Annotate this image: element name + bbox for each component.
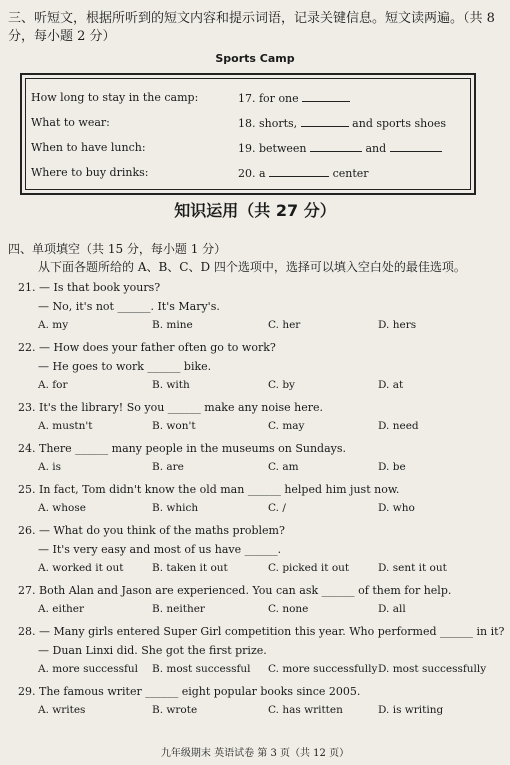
- answer-blank: [269, 166, 329, 177]
- question-22-option-A: A. for: [38, 379, 68, 391]
- answer-blank: [390, 141, 442, 152]
- question-25-option-A: A. whose: [38, 502, 86, 514]
- camp-answer: [238, 141, 442, 155]
- question-21-option-C: C. her: [268, 319, 301, 331]
- question-21-option-B: B. mine: [152, 319, 193, 331]
- question-25-option-C: C. /: [268, 502, 286, 514]
- camp-question: How long to stay in the camp:: [31, 91, 199, 104]
- question-23-line: 23. It's the library! So you ______ make any noise here.: [18, 401, 324, 414]
- question-24-option-D: D. be: [378, 461, 406, 473]
- question-22-line: 22. — How does your father often go to work?: [18, 341, 276, 354]
- question-28-line: — Duan Linxi did. She got the first prize.: [38, 644, 267, 657]
- question-29-option-A: A. writes: [38, 704, 86, 716]
- question-29-option-B: B. wrote: [152, 704, 198, 716]
- question-25-line: 25. In fact, Tom didn't know the old man ______ helped him just now.: [18, 483, 400, 496]
- question-27-line: 27. Both Alan and Jason are experienced. You can ask ______ of them for help.: [18, 584, 452, 597]
- camp-answer: [238, 166, 369, 180]
- answer-suffix: center: [332, 167, 369, 180]
- section-3-heading: 三、听短文，根据所听到的短文内容和提示词语，记录关键信息。短文读两遍。（共 8 分，每小题 2 分）: [8, 11, 495, 44]
- sports-camp-title: Sports Camp: [215, 52, 295, 65]
- question-25-option-B: B. which: [152, 502, 199, 514]
- answer-blank: [310, 141, 362, 152]
- camp-answer: [238, 116, 446, 130]
- question-23-option-B: B. won't: [152, 420, 196, 432]
- question-24-option-C: C. am: [268, 461, 299, 473]
- question-27-option-A: A. either: [38, 603, 85, 615]
- question-27-option-C: C. none: [268, 603, 309, 615]
- camp-question: When to have lunch:: [31, 141, 146, 154]
- question-23-option-A: A. mustn't: [38, 420, 93, 432]
- question-28-line: 28. — Many girls entered Super Girl competition this year. Who performed ______ in it?: [18, 625, 505, 638]
- camp-answer: [238, 91, 350, 105]
- question-22-option-C: C. by: [268, 379, 295, 391]
- answer-blank: [301, 116, 349, 127]
- question-26-line: 26. — What do you think of the maths problem?: [18, 524, 285, 537]
- question-27-option-D: D. all: [378, 603, 406, 615]
- question-21-option-A: A. my: [38, 319, 69, 331]
- question-26-option-C: C. picked it out: [268, 562, 350, 574]
- question-28-option-D: D. most successfully: [378, 663, 487, 675]
- question-24-option-B: B. are: [152, 461, 184, 473]
- question-29-line: 29. The famous writer ______ eight popular books since 2005.: [18, 685, 361, 698]
- question-25-option-D: D. who: [378, 502, 415, 514]
- question-28-option-B: B. most successful: [152, 663, 251, 675]
- sports-camp-table-inner: [25, 78, 471, 190]
- question-22-option-B: B. with: [152, 379, 190, 391]
- camp-question: Where to buy drinks:: [31, 166, 149, 179]
- section-4-heading: 四、单项填空（共 15 分，每小题 1 分）: [8, 242, 227, 256]
- question-26-option-B: B. taken it out: [152, 562, 228, 574]
- question-23-option-D: D. need: [378, 420, 419, 432]
- question-28-option-A: A. more successful: [38, 663, 139, 675]
- question-26-option-A: A. worked it out: [38, 562, 124, 574]
- answer-prefix: 17. for one: [238, 92, 299, 105]
- question-22-line: — He goes to work ______ bike.: [38, 360, 212, 373]
- question-27-option-B: B. neither: [152, 603, 205, 615]
- question-23-option-C: C. may: [268, 420, 305, 432]
- question-21-option-D: D. hers: [378, 319, 417, 331]
- question-26-line: — It's very easy and most of us have ______.: [38, 543, 282, 556]
- answer-prefix: 18. shorts,: [238, 117, 298, 130]
- question-21-line: 21. — Is that book yours?: [18, 281, 161, 294]
- answer-middle: and: [365, 142, 387, 155]
- answer-blank: [302, 91, 350, 102]
- question-28-option-C: C. more successfully: [268, 663, 378, 675]
- answer-prefix: 19. between: [238, 142, 307, 155]
- part-title: 知识运用（共 27 分）: [174, 201, 336, 220]
- question-24-line: 24. There ______ many people in the museums on Sundays.: [18, 442, 347, 455]
- answer-prefix: 20. a: [238, 167, 266, 180]
- question-22-option-D: D. at: [378, 379, 404, 391]
- question-24-option-A: A. is: [38, 461, 62, 473]
- page-footer: 九年级期末 英语试卷 第 3 页（共 12 页）: [160, 748, 350, 759]
- camp-question: What to wear:: [31, 116, 110, 129]
- question-29-option-C: C. has written: [268, 704, 343, 716]
- question-29-option-D: D. is writing: [378, 704, 444, 716]
- sports-camp-table: [20, 73, 476, 195]
- answer-suffix: and sports shoes: [352, 117, 446, 130]
- section-4-instruction: 从下面各题所给的 A、B、C、D 四个选项中，选择可以填入空白处的最佳选项。: [38, 260, 466, 274]
- question-21-line: — No, it's not ______. It's Mary's.: [38, 300, 220, 313]
- question-26-option-D: D. sent it out: [378, 562, 447, 574]
